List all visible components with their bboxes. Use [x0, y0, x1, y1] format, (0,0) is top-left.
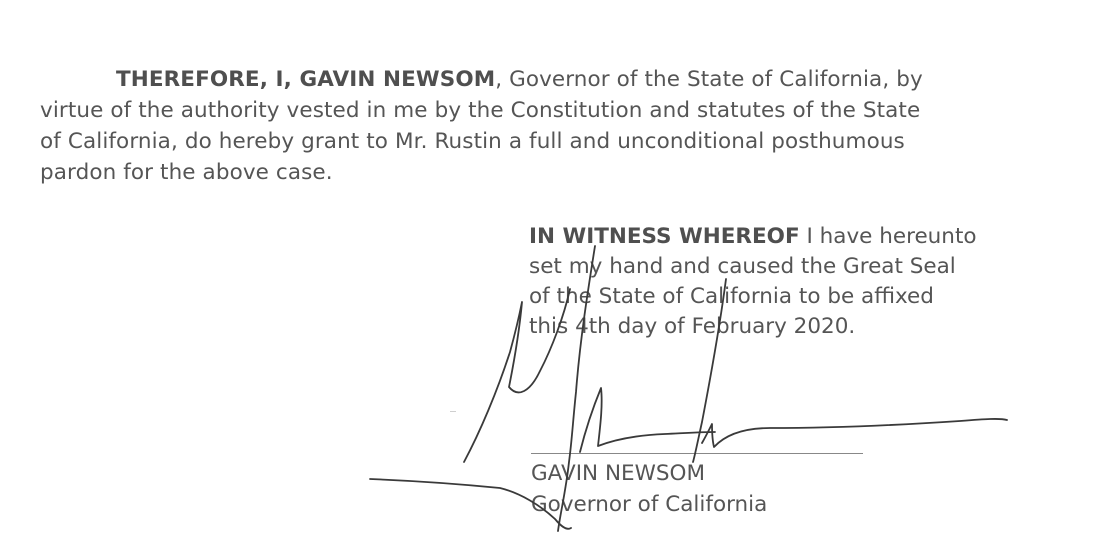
- paper-speck: [450, 411, 456, 412]
- witness-line-1: [529, 222, 1049, 252]
- paragraph-line-1-text: , Governor of the State of California, by: [495, 67, 923, 92]
- paragraph-line-4: pardon for the above case.: [40, 160, 333, 185]
- witness-lead-bold: IN WITNESS WHEREOF: [529, 224, 800, 249]
- pardon-paragraph: [40, 64, 1040, 188]
- witness-clause: [529, 222, 1049, 342]
- paragraph-lead-bold: THEREFORE, I, GAVIN NEWSOM: [116, 67, 496, 92]
- witness-line-2: set my hand and caused the Great Seal: [529, 254, 956, 279]
- paragraph-line-1: [40, 64, 1040, 95]
- signatory-name: GAVIN NEWSOM: [531, 461, 706, 486]
- signatory-title: Governor of California: [531, 492, 768, 517]
- signature-stroke-trailing: [702, 419, 1007, 447]
- paragraph-line-3: of California, do hereby grant to Mr. Rustin a full and unconditional posthumous: [40, 129, 905, 154]
- witness-line-3: of the State of California to be affixed: [529, 284, 934, 309]
- witness-line-1-text: I have hereunto: [799, 224, 977, 249]
- witness-line-4: this 4th day of February 2020.: [529, 314, 856, 339]
- signature-stroke-hook: [580, 388, 715, 452]
- signature-line: [531, 453, 863, 454]
- paragraph-line-2: virtue of the authority vested in me by the Constitution and statutes of the State: [40, 98, 921, 123]
